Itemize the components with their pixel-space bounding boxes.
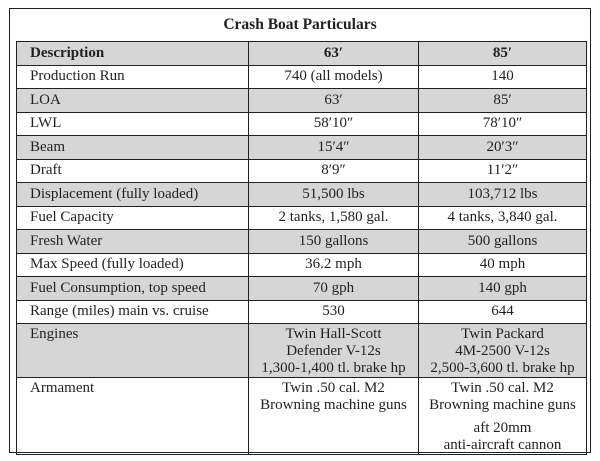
engines-85-line: Twin Packard bbox=[461, 326, 544, 342]
row-value-63: 15′4″ bbox=[249, 136, 419, 160]
row-label: Max Speed (fully loaded) bbox=[17, 253, 249, 277]
row-value-63: 530 bbox=[249, 300, 419, 324]
table-row bbox=[17, 65, 587, 89]
table-row bbox=[17, 300, 587, 324]
armament-63-line: Browning machine guns bbox=[260, 397, 407, 413]
engines-85-line: 4M-2500 V-12s bbox=[455, 343, 550, 359]
engines-63-line: Twin Hall-Scott bbox=[285, 326, 382, 342]
row-label: Engines bbox=[17, 324, 249, 378]
row-value-85: 20′3″ bbox=[419, 136, 587, 160]
row-value-85: 140 bbox=[419, 65, 587, 89]
row-value-63: 51,500 lbs bbox=[249, 183, 419, 207]
armament-85-line: anti-aircraft cannon bbox=[443, 437, 562, 453]
table-row bbox=[17, 89, 587, 113]
table-title: Crash Boat Particulars bbox=[223, 16, 377, 33]
table-row-armament bbox=[17, 378, 587, 455]
row-value-85: 4 tanks, 3,840 gal. bbox=[419, 206, 587, 230]
row-label: Fuel Capacity bbox=[17, 206, 249, 230]
row-label: LWL bbox=[17, 112, 249, 136]
engines-85-cell bbox=[419, 324, 587, 378]
row-label: Production Run bbox=[17, 65, 249, 89]
row-label: Fuel Consumption, top speed bbox=[17, 277, 249, 301]
row-label: Armament bbox=[17, 378, 249, 455]
table-row bbox=[17, 230, 587, 254]
row-value-63: 2 tanks, 1,580 gal. bbox=[249, 206, 419, 230]
row-label: LOA bbox=[17, 89, 249, 113]
row-value-85: 11′2″ bbox=[419, 159, 587, 183]
header-description: Description bbox=[17, 42, 249, 66]
row-value-85: 500 gallons bbox=[419, 230, 587, 254]
engines-63-cell bbox=[249, 324, 419, 378]
table-row bbox=[17, 183, 587, 207]
row-value-63: 150 gallons bbox=[249, 230, 419, 254]
row-value-63: 8′9″ bbox=[249, 159, 419, 183]
armament-63-line: Twin .50 cal. M2 bbox=[282, 380, 385, 396]
armament-85-cell bbox=[419, 378, 587, 455]
table-row bbox=[17, 253, 587, 277]
table-row bbox=[17, 112, 587, 136]
row-label: Beam bbox=[17, 136, 249, 160]
row-value-85: 103,712 lbs bbox=[419, 183, 587, 207]
table-row bbox=[17, 206, 587, 230]
row-label: Draft bbox=[17, 159, 249, 183]
row-value-85: 140 gph bbox=[419, 277, 587, 301]
row-value-85: 644 bbox=[419, 300, 587, 324]
armament-63-cell bbox=[249, 378, 419, 455]
table-row bbox=[17, 277, 587, 301]
row-label: Range (miles) main vs. cruise bbox=[17, 300, 249, 324]
table-row bbox=[17, 159, 587, 183]
armament-85-line: Browning machine guns bbox=[429, 397, 576, 413]
table-row-engines bbox=[17, 324, 587, 378]
table-frame bbox=[9, 8, 591, 453]
header-85: 85′ bbox=[419, 42, 587, 66]
engines-63-line: Defender V-12s bbox=[286, 343, 381, 359]
table-row bbox=[17, 136, 587, 160]
row-value-85: 40 mph bbox=[419, 253, 587, 277]
engines-63-line: 1,300-1,400 tl. brake hp bbox=[261, 360, 406, 376]
row-value-63: 36.2 mph bbox=[249, 253, 419, 277]
row-value-63: 740 (all models) bbox=[249, 65, 419, 89]
row-value-63: 70 gph bbox=[249, 277, 419, 301]
row-value-63: 63′ bbox=[249, 89, 419, 113]
row-value-85: 78′10″ bbox=[419, 112, 587, 136]
armament-85-line: aft 20mm bbox=[473, 420, 532, 436]
armament-85-line: Twin .50 cal. M2 bbox=[451, 380, 554, 396]
row-label: Displacement (fully loaded) bbox=[17, 183, 249, 207]
engines-85-line: 2,500-3,600 tl. brake hp bbox=[430, 360, 575, 376]
row-value-85: 85′ bbox=[419, 89, 587, 113]
row-label: Fresh Water bbox=[17, 230, 249, 254]
particulars-table bbox=[16, 41, 587, 455]
header-63: 63′ bbox=[249, 42, 419, 66]
header-row bbox=[17, 42, 587, 66]
row-value-63: 58′10″ bbox=[249, 112, 419, 136]
